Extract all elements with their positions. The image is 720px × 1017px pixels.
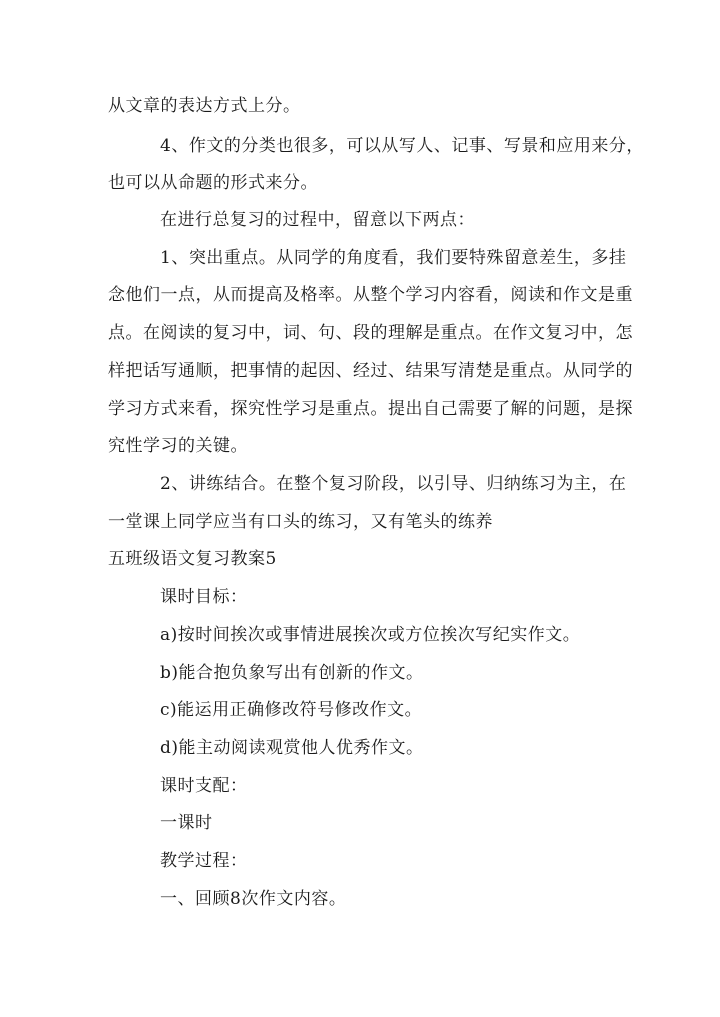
goals-heading: 课时目标：	[160, 587, 248, 607]
text-line-5: 1、突出重点。从同学的角度看，我们要特殊留意差生，多挂	[160, 248, 627, 268]
text-line-3: 也可以从命题的形式来分。	[108, 173, 318, 193]
text-line-9: 学习方式来看，探究性学习是重点。提出自己需要了解的问题，是探	[108, 399, 633, 419]
text-line-1: 从文章的表达方式上分。	[108, 96, 301, 116]
text-line-6: 念他们一点，从而提高及格率。从整个学习内容看，阅读和作文是重	[108, 285, 633, 305]
goal-item-b: b)能合抱负象写出有创新的作文。	[160, 663, 424, 683]
text-line-7: 点。在阅读的复习中，词、句、段的理解是重点。在作文复习中，怎	[108, 323, 633, 343]
goal-item-c: c)能运用正确修改符号修改作文。	[160, 700, 423, 720]
text-line-11: 2、讲练结合。在整个复习阶段，以引导、归纳练习为主，在	[160, 474, 627, 494]
goal-item-d: d)能主动阅读观赏他人优秀作文。	[160, 738, 424, 758]
schedule-heading: 课时支配：	[160, 776, 248, 796]
text-line-10: 究性学习的关键。	[108, 436, 248, 456]
schedule-value: 一课时	[160, 813, 213, 833]
text-line-12: 一堂课上同学应当有口头的练习，又有笔头的练养	[108, 512, 493, 532]
text-line-8: 样把话写通顺，把事情的起因、经过、结果写清楚是重点。从同学的	[108, 361, 633, 381]
process-heading: 教学过程：	[160, 851, 248, 871]
section-heading: 在进行总复习的过程中，留意以下两点：	[160, 210, 475, 230]
process-step-1: 一、回顾8次作文内容。	[160, 889, 347, 909]
goal-item-a: a)按时间挨次或事情进展挨次或方位挨次写纪实作文。	[160, 625, 581, 645]
text-line-2: 4、作文的分类也很多，可以从写人、记事、写景和应用来分，	[160, 136, 644, 156]
lesson-plan-title: 五班级语文复习教案5	[108, 549, 277, 569]
